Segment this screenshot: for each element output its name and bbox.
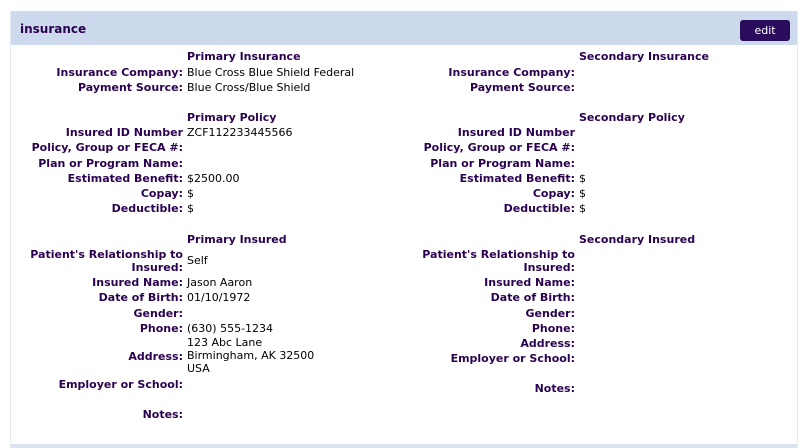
estimated-benefit-value: $ — [579, 172, 586, 185]
employer-label: Employer or School: — [450, 352, 575, 365]
insured-name-label: Insured Name: — [92, 276, 183, 289]
address-label: Address: — [128, 350, 183, 363]
deductible-label: Deductible: — [503, 202, 575, 215]
relationship-label-line1: Patient's Relationship to — [422, 248, 575, 261]
secondary-insurance-heading: Secondary Insurance — [579, 50, 709, 63]
gender-label: Gender: — [133, 307, 183, 320]
insured-id-label: Insured ID Number — [65, 126, 183, 139]
primary-insured-heading: Primary Insured — [187, 233, 287, 246]
phone-value: (630) 555-1234 — [187, 322, 274, 335]
dob-label: Date of Birth: — [490, 291, 575, 304]
notes-label: Notes: — [534, 382, 575, 395]
secondary-policy-heading: Secondary Policy — [579, 111, 685, 124]
insurance-company-value: Blue Cross Blue Shield Federal — [187, 66, 355, 79]
plan-name-label: Plan or Program Name: — [430, 157, 575, 170]
insured-id-label: Insured ID Number — [457, 126, 575, 139]
payment-source-label: Payment Source: — [470, 81, 575, 94]
payment-source-value: Blue Cross/Blue Shield — [187, 81, 311, 94]
dob-value: 01/10/1972 — [187, 291, 251, 304]
payment-source-label: Payment Source: — [78, 81, 183, 94]
group-number-label: Policy, Group or FECA #: — [423, 141, 575, 154]
address-value — [187, 336, 314, 375]
relationship-label-line2: Insured: — [131, 261, 183, 274]
panel-header — [11, 11, 797, 45]
copay-label: Copay: — [532, 187, 575, 200]
panel-title: insurance — [20, 22, 87, 36]
insurance-panel — [10, 11, 798, 448]
copay-value: $ — [187, 187, 194, 200]
insured-name-value: Jason Aaron — [187, 276, 253, 289]
address-line-1: 123 Abc Lane — [187, 336, 263, 349]
relationship-label-line1: Patient's Relationship to — [30, 248, 183, 261]
insured-name-label: Insured Name: — [484, 276, 575, 289]
relationship-label — [30, 248, 183, 274]
deductible-value: $ — [187, 202, 194, 215]
relationship-label-line2: Insured: — [523, 261, 575, 274]
phone-label: Phone: — [139, 322, 183, 335]
insurance-company-label: Insurance Company: — [56, 66, 183, 79]
insurance-company-label: Insurance Company: — [448, 66, 575, 79]
deductible-value: $ — [579, 202, 586, 215]
copay-value: $ — [579, 187, 586, 200]
primary-insurance-heading: Primary Insurance — [187, 50, 301, 63]
dob-label: Date of Birth: — [98, 291, 183, 304]
edit-button[interactable]: edit — [740, 20, 790, 41]
footer-divider — [11, 444, 797, 448]
estimated-benefit-value: $2500.00 — [187, 172, 240, 185]
copay-label: Copay: — [140, 187, 183, 200]
relationship-label — [422, 248, 575, 274]
relationship-value: Self — [187, 254, 208, 267]
secondary-insured-heading: Secondary Insured — [579, 233, 696, 246]
deductible-label: Deductible: — [111, 202, 183, 215]
primary-policy-heading: Primary Policy — [187, 111, 277, 124]
group-number-label: Policy, Group or FECA #: — [31, 141, 183, 154]
estimated-benefit-label: Estimated Benefit: — [459, 172, 575, 185]
estimated-benefit-label: Estimated Benefit: — [67, 172, 183, 185]
address-label: Address: — [520, 337, 575, 350]
address-line-3: USA — [187, 362, 210, 375]
gender-label: Gender: — [525, 307, 575, 320]
employer-label: Employer or School: — [58, 378, 183, 391]
address-line-2: Birmingham, AK 32500 — [187, 349, 315, 362]
insured-id-value: ZCF112233445566 — [187, 126, 293, 139]
plan-name-label: Plan or Program Name: — [38, 157, 183, 170]
phone-label: Phone: — [531, 322, 575, 335]
notes-label: Notes: — [142, 408, 183, 421]
